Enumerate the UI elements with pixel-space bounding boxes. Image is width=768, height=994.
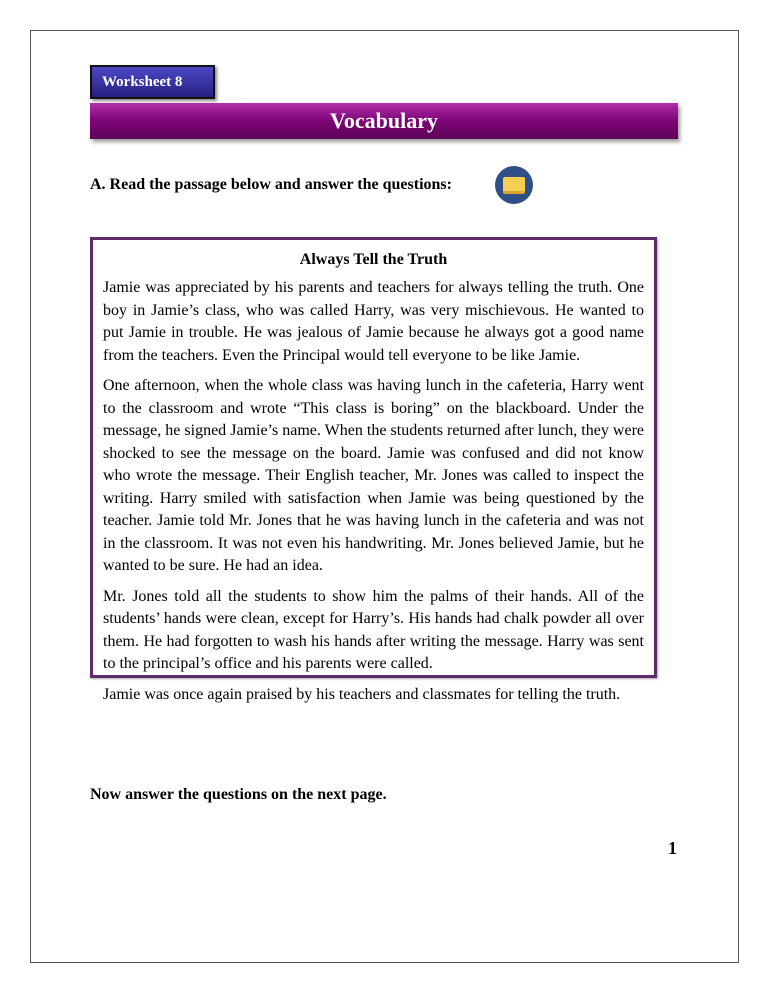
paragraph: Jamie was appreciated by his parents and teachers for always telling the truth. One boy in Jamie’s class, who was called Harry, was very mischievous. He wanted to put Jamie in trouble. He was jealous of Jamie because he always got a good name from the teachers. Even the Principal would tell everyone to be like Jamie. (103, 279, 644, 364)
footer-note: Now answer the questions on the next page. (90, 786, 387, 803)
paragraph: One afternoon, when the whole class was having lunch in the cafeteria, Harry went to the classroom and wrote “This class is boring” on the blackboard. Under the message, he signed Jamie’s name. When the students returned after lunch, they were shocked to see the message on the board. Jamie was confused and did not know who wrote the message. Their English teacher, Mr. Jones was called to inspect the writing. Harry smiled with satisfaction when Jamie was being questioned by the teacher. Jamie told Mr. Jones that he was having lunch in the cafeteria and was not in the classroom. It was not even his handwriting. Mr. Jones believed Jamie, but he wanted to be sure. He had an idea. (103, 377, 644, 574)
worksheet-label: Worksheet 8 (90, 65, 215, 99)
page-number: 1 (668, 838, 677, 858)
paragraph: Mr. Jones told all the students to show him the palms of their hands. All of the students’ hands were clean, except for Harry’s. His hands had chalk powder all over them. He had forgotten to wash his hands after writing the message. Harry was sent to the principal’s office and his parents were called. (103, 587, 644, 672)
passage-title: Always Tell the Truth (299, 251, 448, 268)
page-title: Vocabulary (90, 103, 678, 139)
book-icon (495, 166, 533, 204)
paragraph: Jamie was once again praised by his teachers and classmates for telling the truth. (103, 685, 621, 703)
instruction: A. Read the passage below and answer the questions: (90, 176, 452, 193)
passage-box (90, 237, 657, 703)
